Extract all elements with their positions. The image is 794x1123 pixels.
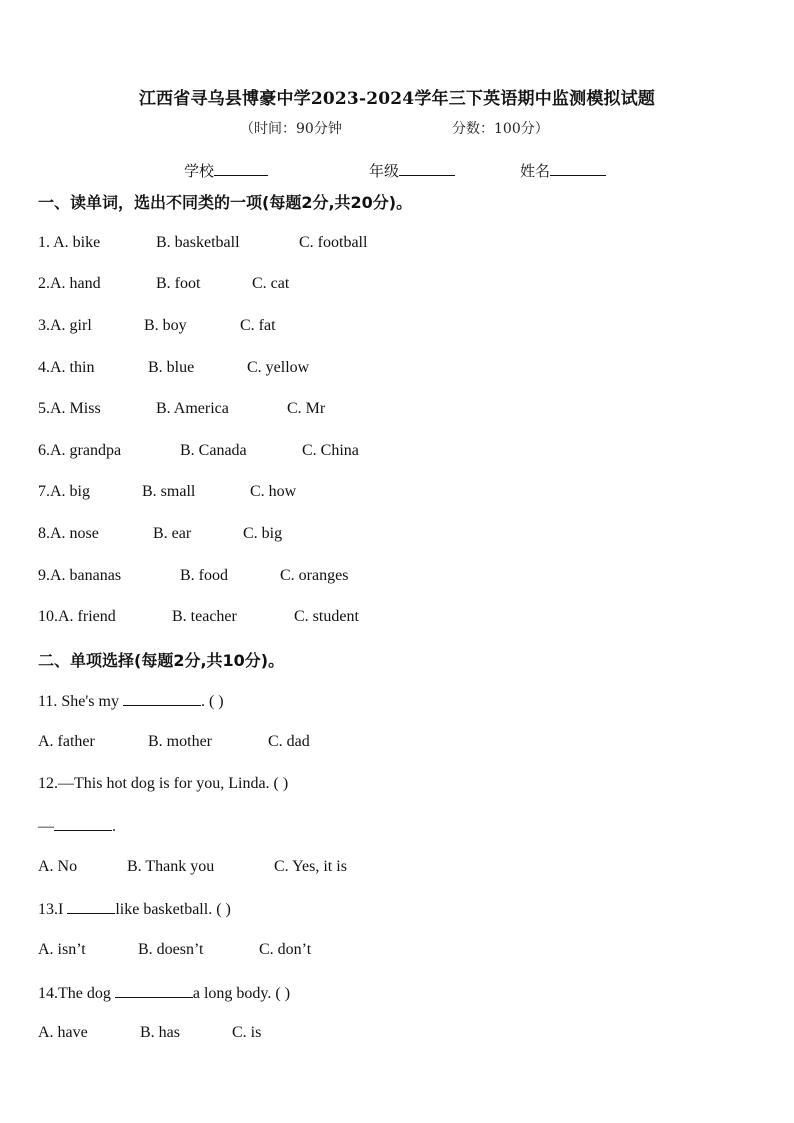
option-b[interactable]: B. America [156,400,229,417]
exam-time: （时间：90分钟 [240,121,342,137]
option-c[interactable]: C. student [294,608,359,625]
question-row [38,400,326,418]
question-text: 14.The dog [38,985,115,1002]
option-b[interactable]: B. boy [144,317,187,334]
option-a[interactable]: A. thin [50,359,95,376]
option-a[interactable]: A. bananas [50,567,122,584]
option-b[interactable]: B. teacher [172,608,237,625]
option-b[interactable]: B. mother [148,733,212,750]
option-b[interactable]: B. has [140,1024,180,1041]
option-a[interactable]: A. isn’t [38,941,86,958]
question-number: 8. [38,525,50,542]
option-b[interactable]: B. doesn’t [138,941,204,958]
options-row [38,733,310,751]
question-11 [38,691,224,711]
option-a[interactable]: A. big [50,483,90,500]
grade-field[interactable] [369,160,455,181]
question-number: 7. [38,483,50,500]
question-number: 10. [38,608,58,625]
option-a[interactable]: A. bike [53,234,101,251]
section-2-heading: 二、单项选择(每题2分,共10分)。 [38,651,285,670]
option-c[interactable]: C. China [302,442,359,459]
question-number: 9. [38,567,50,584]
option-a[interactable]: A. girl [50,317,92,334]
option-b[interactable]: B. food [180,567,228,584]
reply-dash: — [38,818,54,835]
option-a[interactable]: A. friend [58,608,116,625]
question-row [38,317,276,335]
answer-blank[interactable] [123,691,201,706]
question-row [38,234,368,252]
exam-score: 分数：100分） [452,121,549,137]
option-b[interactable]: B. ear [153,525,192,542]
question-number: 4. [38,359,50,376]
option-b[interactable]: B. Thank you [127,858,215,875]
option-b[interactable]: B. small [142,483,196,500]
section-1-heading: 一、读单词，选出不同类的一项(每题2分,共20分)。 [38,193,413,212]
option-b[interactable]: B. Canada [180,442,247,459]
question-14 [38,983,290,1003]
options-row [38,941,312,959]
school-blank[interactable] [214,161,268,176]
option-a[interactable]: A. hand [50,275,101,292]
option-b[interactable]: B. basketball [156,234,240,251]
options-row [38,1024,262,1042]
option-c[interactable]: C. how [250,483,297,500]
question-row [38,608,359,626]
question-13 [38,899,231,919]
reply-end: . [112,818,116,835]
option-c[interactable]: C. cat [252,275,290,292]
grade-blank[interactable] [399,161,455,176]
option-a[interactable]: A. Miss [50,400,101,417]
option-c[interactable]: C. Yes, it is [274,858,347,875]
question-number: 3. [38,317,50,334]
question-text-end: a long body. ( ) [192,985,291,1002]
grade-label: 年级 [369,162,400,180]
option-a[interactable]: A. nose [50,525,99,542]
option-b[interactable]: B. blue [148,359,195,376]
option-b[interactable]: B. foot [156,275,201,292]
answer-blank[interactable] [115,983,193,998]
option-c[interactable]: C. dad [268,733,310,750]
name-label: 姓名 [520,162,551,180]
option-c[interactable]: C. big [243,525,283,542]
question-12: 12.—This hot dog is for you, Linda. ( ) [38,775,289,792]
option-a[interactable]: A. have [38,1024,88,1041]
options-row [38,858,347,876]
option-c[interactable]: C. fat [240,317,276,334]
answer-blank[interactable] [67,899,115,914]
question-text-end: . ( ) [200,693,224,710]
option-a[interactable]: A. grandpa [50,442,122,459]
option-c[interactable]: C. is [232,1024,262,1041]
school-field[interactable] [184,160,268,181]
question-number: 5. [38,400,50,417]
option-c[interactable]: C. don’t [259,941,312,958]
question-number: 1. [38,234,54,251]
option-a[interactable]: A. father [38,733,95,750]
option-c[interactable]: C. yellow [247,359,310,376]
option-c[interactable]: C. football [299,234,368,251]
question-row [38,567,349,585]
name-blank[interactable] [550,161,606,176]
question-text: 13.I [38,901,68,918]
option-c[interactable]: C. Mr [287,400,326,417]
question-row [38,359,310,377]
school-label: 学校 [184,162,215,180]
question-number: 2. [38,275,50,292]
answer-blank[interactable] [54,816,112,831]
question-text: 11. She's my [38,693,123,710]
question-number: 6. [38,442,50,459]
option-a[interactable]: A. No [38,858,78,875]
question-row [38,275,290,293]
name-field[interactable] [520,160,606,181]
exam-title: 江西省寻乌县博豪中学2023-2024学年三下英语期中监测模拟试题 [138,89,656,109]
question-row [38,483,297,501]
question-text-end: like basketball. ( ) [115,901,231,918]
question-row [38,442,359,460]
question-row [38,525,283,543]
option-c[interactable]: C. oranges [280,567,349,584]
question-12-reply [38,816,116,836]
